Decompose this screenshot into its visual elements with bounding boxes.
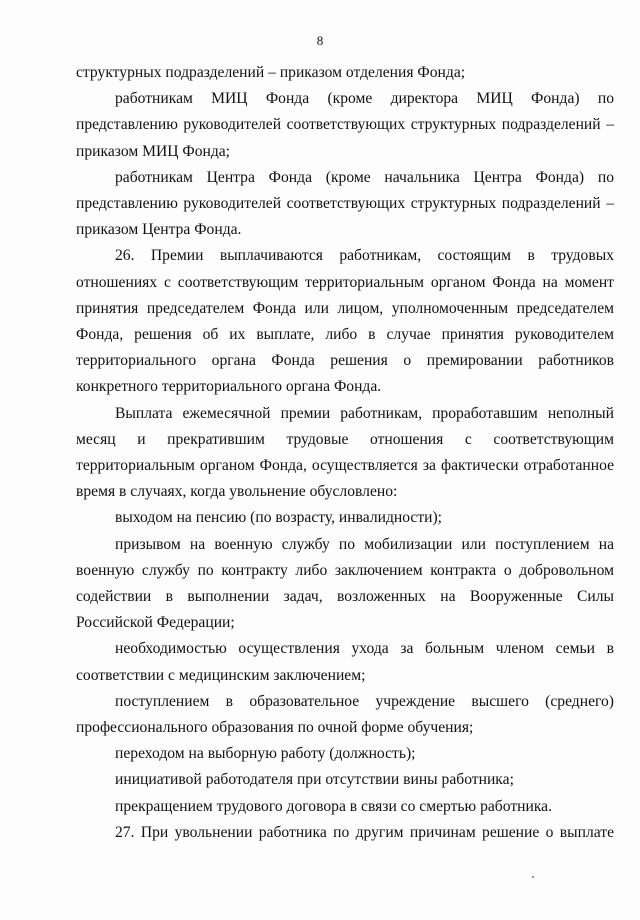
paragraph: работникам МИЦ Фонда (кроме директора МИЦ Фонда) по представлению руководителей соответствующих структурных подразделений – приказом МИЦ Фонда;	[76, 90, 614, 160]
page-number: 8	[316, 33, 324, 48]
list-item: переходом на выборную работу (должность);	[115, 745, 416, 763]
list-item: призывом на военную службу по мобилизации или поступлением на военную службу по контракту либо заключением контракта о добровольном содействии в выполнении задач, возложенных на Вооруженные Силы Российской Федерации;	[76, 535, 614, 632]
scan-speck	[532, 876, 534, 878]
document-body	[76, 60, 614, 846]
list-item: инициативой работодателя при отсутствии вины работника;	[115, 771, 514, 789]
paragraph: Выплата ежемесячной премии работникам, проработавшим неполный месяц и прекратившим трудовые отношения с соответствующим территориальным органом Фонда, осуществляется за фактически отработанное время в случаях, когда увольнение обусловлено:	[76, 404, 614, 501]
paragraph-clause-27: 27. При увольнении работника по другим причинам решение о выплате	[115, 823, 614, 841]
list-item: выходом на пенсию (по возрасту, инвалидности);	[115, 509, 443, 527]
paragraph: структурных подразделений – приказом отделения Фонда;	[76, 64, 466, 81]
list-item: необходимостью осуществления ухода за больным членом семьи в соответствии с медицинским заключением;	[76, 640, 614, 684]
list-item: поступлением в образовательное учреждение высшего (среднего) профессионального образования по очной форме обучения;	[76, 692, 614, 737]
paragraph: работникам Центра Фонда (кроме начальника Центра Фонда) по представлению руководителей соответствующих структурных подразделений – приказом Центра Фонда.	[76, 168, 614, 239]
paragraph-clause-26: 26. Премии выплачиваются работникам, состоящим в трудовых отношениях с соответствующим территориальным органом Фонда на момент принятия председателем Фонда или лицом, уполномоченным председателем Фонда, решения об их выплате, либо в случае принятия руководителем территориального органа Фонда решения о премировании работников конкретного территориального органа Фонда.	[76, 247, 614, 396]
list-item: прекращением трудового договора в связи со смертью работника.	[115, 797, 552, 815]
